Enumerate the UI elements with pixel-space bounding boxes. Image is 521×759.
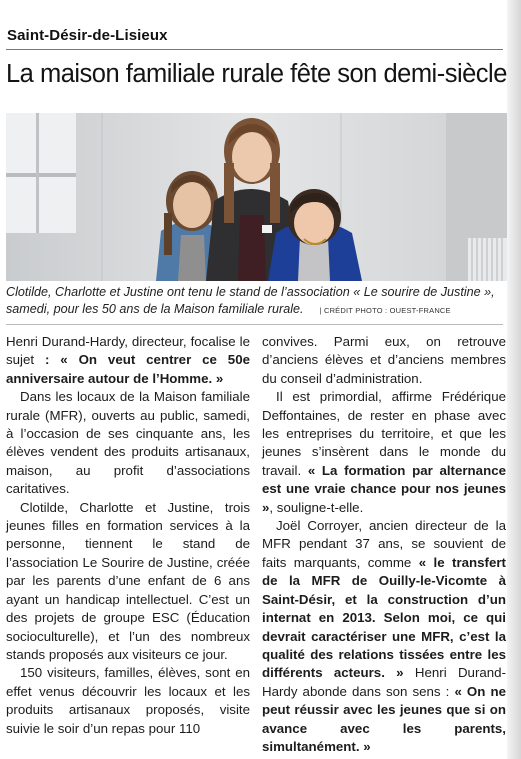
article-column-left [6, 333, 250, 738]
paragraph-text: Henri Durand-Hardy abonde dans son sens : [262, 665, 506, 699]
quote-text: « le transfert de la MFR de Ouilly-le-Vicomte à Saint-Désir, et la construction d’un internat en 2013. Selon moi, ce qui devrait caractériser une MFR, c’est la qualité des relations tissées entre les différents acteurs. » [262, 554, 506, 681]
article-headline: La maison familiale rurale fête son demi-siècle [6, 60, 507, 88]
photo-caption [6, 284, 506, 319]
paragraph: convives. Parmi eux, on retrouve d’anciens élèves et d’anciens membres du conseil d’administration. [262, 334, 506, 386]
location-kicker: Saint-Désir-de-Lisieux [7, 27, 168, 44]
quote-text: « La formation par alternance est une vraie chance pour nos jeunes » [262, 462, 506, 515]
caption-text: Clotilde, Charlotte et Justine ont tenu le stand de l’association « Le sourire de Justine », samedi, pour les 50 ans de la Maison familiale rurale. [6, 285, 495, 316]
paragraph-text: , souligne-t-elle. [269, 499, 364, 515]
article-photo [6, 113, 509, 281]
quote-text: « On ne peut réussir avec les jeunes que si on avance avec les parents, simultanément. » [262, 683, 506, 754]
intro-text: Henri Durand-Hardy, directeur, focalise le sujet [6, 334, 250, 368]
paragraph [262, 517, 506, 756]
kicker-divider [6, 49, 503, 50]
paragraph-text: Joël Corroyer, ancien directeur de la MFR pendant 37 ans, se souvient de faits marquants, comme [262, 518, 506, 570]
paragraph: Clotilde, Charlotte et Justine, trois jeunes filles en formation services à la personne, tiennent le stand de l’association Le Sourire de Justine, créée par les parents d’une enfant de 6 ans ayant un handicap intellectuel. C’est un des projets de groupe ESC (Éducation socioculturelle), et l’un des nombreux stands proposés aux visiteurs ce jour. [6, 499, 250, 662]
paragraph [262, 388, 506, 517]
page-edge-shadow [507, 0, 521, 759]
paragraph: Dans les locaux de la Maison familiale rurale (MFR), ouverts au public, samedi, à l’occasion de ses cinquante ans, les élèves vendent des produits artisanaux, maison, au profit d’associations caritatives. [6, 389, 250, 497]
paragraph: 150 visiteurs, familles, élèves, sont en effet venus découvrir les locaux et les produits artisanaux proposés, visite suivie le soir d’un repas pour 110 [6, 665, 250, 736]
photo-credit: | CRÉDIT PHOTO : OUEST-FRANCE [319, 306, 451, 315]
paragraph-text: Il est primordial, affirme Frédérique Deffontaines, de rester en phase avec les entreprises du territoire, et que les jeunes s’insèrent dans le monde du travail. [262, 389, 506, 478]
paragraph-intro [6, 333, 250, 388]
article-column-right [262, 333, 506, 756]
intro-quote: : « On veut centrer ce 50e anniversaire autour de l’Homme. » [6, 352, 250, 386]
caption-divider [6, 324, 503, 325]
